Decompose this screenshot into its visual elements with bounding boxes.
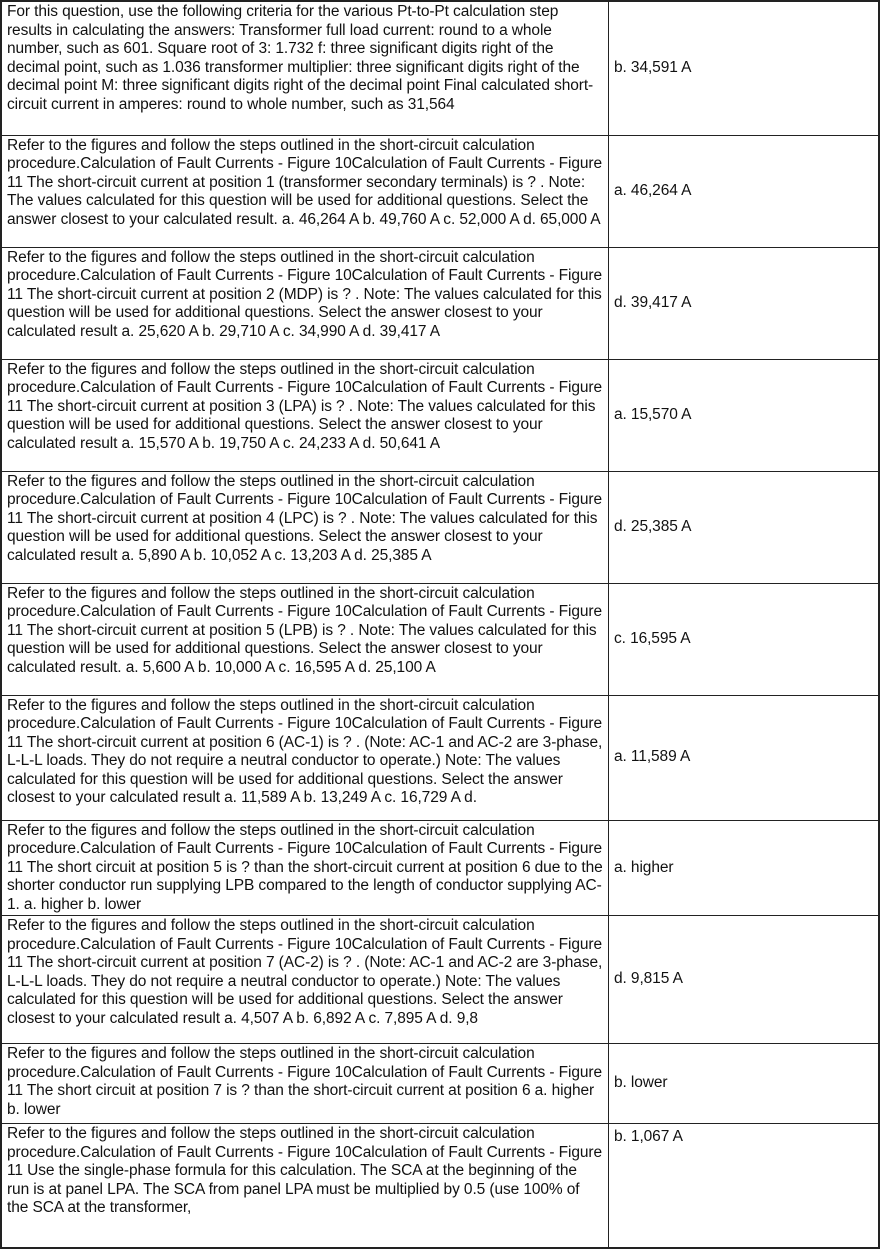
question-cell: Refer to the figures and follow the steps outlined in the short-circuit calculation procedure.Calculation of Fault Currents - Figure 10Calculation of Fault Currents - Figure 11 The short-circuit current at position 1 (transformer secondary terminals) is ? . Note: The values calculated for this question will be used for additional questions. Select the answer closest to your calculated result. a. 46,264 A b. 49,760 A c. 52,000 A d. 65,000 A <box>1 135 609 247</box>
table-row <box>1 135 879 247</box>
answer-cell: a. 11,589 A <box>609 695 880 820</box>
table-row <box>1 359 879 471</box>
answer-cell: b. 1,067 A <box>609 1124 880 1248</box>
question-cell: Refer to the figures and follow the steps outlined in the short-circuit calculation procedure.Calculation of Fault Currents - Figure 10Calculation of Fault Currents - Figure 11 The short circuit at position 7 is ? than the short-circuit current at position 6 a. higher b. lower <box>1 1044 609 1124</box>
table-row <box>1 1044 879 1124</box>
question-cell: Refer to the figures and follow the steps outlined in the short-circuit calculation procedure.Calculation of Fault Currents - Figure 10Calculation of Fault Currents - Figure 11 The short-circuit current at position 7 (AC-2) is ? . (Note: AC-1 and AC-2 are 3-phase, L-L-L loads. They do not require a neutral conductor to operate.) Note: The values calculated for this question will be used for additional questions. Select the answer closest to your calculated result a. 4,507 A b. 6,892 A c. 7,895 A d. 9,8 <box>1 916 609 1044</box>
question-cell: Refer to the figures and follow the steps outlined in the short-circuit calculation procedure.Calculation of Fault Currents - Figure 10Calculation of Fault Currents - Figure 11 The short-circuit current at position 2 (MDP) is ? . Note: The values calculated for this question will be used for additional questions. Select the answer closest to your calculated result a. 25,620 A b. 29,710 A c. 34,990 A d. 39,417 A <box>1 247 609 359</box>
answer-cell: c. 16,595 A <box>609 583 880 695</box>
table-row <box>1 820 879 916</box>
table-row <box>1 1 879 135</box>
table-row <box>1 247 879 359</box>
answer-cell: d. 39,417 A <box>609 247 880 359</box>
question-cell: Refer to the figures and follow the steps outlined in the short-circuit calculation procedure.Calculation of Fault Currents - Figure 10Calculation of Fault Currents - Figure 11 The short-circuit current at position 4 (LPC) is ? . Note: The values calculated for this question will be used for additional questions. Select the answer closest to your calculated result a. 5,890 A b. 10,052 A c. 13,203 A d. 25,385 A <box>1 471 609 583</box>
answer-cell: d. 9,815 A <box>609 916 880 1044</box>
answer-cell: a. 15,570 A <box>609 359 880 471</box>
table-row <box>1 583 879 695</box>
question-cell: Refer to the figures and follow the steps outlined in the short-circuit calculation procedure.Calculation of Fault Currents - Figure 10Calculation of Fault Currents - Figure 11 The short-circuit current at position 3 (LPA) is ? . Note: The values calculated for this question will be used for additional questions. Select the answer closest to your calculated result a. 15,570 A b. 19,750 A c. 24,233 A d. 50,641 A <box>1 359 609 471</box>
question-cell: Refer to the figures and follow the steps outlined in the short-circuit calculation procedure.Calculation of Fault Currents - Figure 10Calculation of Fault Currents - Figure 11 The short-circuit current at position 6 (AC-1) is ? . (Note: AC-1 and AC-2 are 3-phase, L-L-L loads. They do not require a neutral conductor to operate.) Note: The values calculated for this question will be used for additional questions. Select the answer closest to your calculated result a. 11,589 A b. 13,249 A c. 16,729 A d. <box>1 695 609 820</box>
table-row <box>1 471 879 583</box>
answer-cell: a. 46,264 A <box>609 135 880 247</box>
question-cell: For this question, use the following criteria for the various Pt-to-Pt calculation step results in calculating the answers: Transformer full load current: round to a whole number, such as 601. Square root of 3: 1.732 f: three significant digits right of the decimal point, such as 1.036 transformer multiplier: three significant digits right of the decimal point M: three significant digits right of the decimal point Final calculated short-circuit current in amperes: round to whole number, such as 31,564 <box>1 1 609 135</box>
answer-cell: a. higher <box>609 820 880 916</box>
question-cell: Refer to the figures and follow the steps outlined in the short-circuit calculation procedure.Calculation of Fault Currents - Figure 10Calculation of Fault Currents - Figure 11 Use the single-phase formula for this calculation. The SCA at the beginning of the run is at panel LPA. The SCA from panel LPA must be multiplied by 0.5 (use 100% of the SCA at the transformer, <box>1 1124 609 1248</box>
answer-cell: d. 25,385 A <box>609 471 880 583</box>
table-row <box>1 1124 879 1248</box>
table-row <box>1 695 879 820</box>
answer-cell: b. 34,591 A <box>609 1 880 135</box>
table-row <box>1 916 879 1044</box>
question-cell: Refer to the figures and follow the steps outlined in the short-circuit calculation procedure.Calculation of Fault Currents - Figure 10Calculation of Fault Currents - Figure 11 The short circuit at position 5 is ? than the short-circuit current at position 6 due to the shorter conductor run supplying LPB compared to the length of conductor supplying AC-1. a. higher b. lower <box>1 820 609 916</box>
answer-cell: b. lower <box>609 1044 880 1124</box>
question-cell: Refer to the figures and follow the steps outlined in the short-circuit calculation procedure.Calculation of Fault Currents - Figure 10Calculation of Fault Currents - Figure 11 The short-circuit current at position 5 (LPB) is ? . Note: The values calculated for this question will be used for additional questions. Select the answer closest to your calculated result. a. 5,600 A b. 10,000 A c. 16,595 A d. 25,100 A <box>1 583 609 695</box>
